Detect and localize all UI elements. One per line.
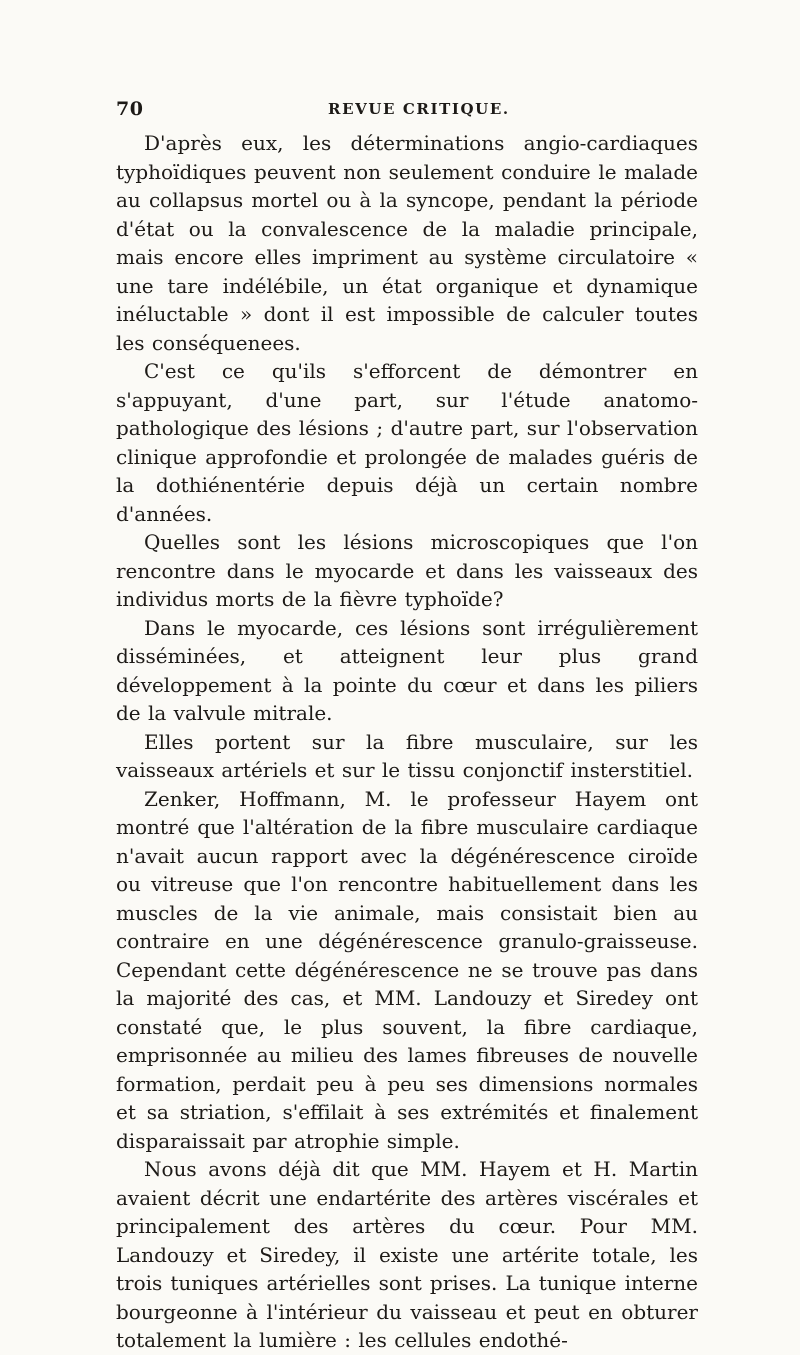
running-title: REVUE CRITIQUE. [328,100,510,118]
paragraph: Zenker, Hoffmann, M. le professeur Hayem ont montré que l'altération de la fibre musculaire cardiaque n'avait aucun rapport avec la dégénérescence ciroïde ou vitreuse que l'on rencontre habituellement dans les muscles de la vie animale, mais consistait bien au contraire en une dégénérescence granulo-graisseuse. Cependant cette dégénérescence ne se trouve pas dans la majorité des cas, et MM. Landouzy et Siredey ont constaté que, le plus souvent, la fibre cardiaque, emprisonnée au milieu des lames fibreuses de nouvelle formation, perdait peu à peu ses dimensions normales et sa striation, s'effilait à ses extrémités et finalement disparaissait par atrophie simple. [116,786,698,1153]
paragraph: Elles portent sur la fibre musculaire, sur les vaisseaux artériels et sur le tissu conjonctif insterstitiel. [116,729,698,782]
paragraph: C'est ce qu'ils s'efforcent de démontrer en s'appuyant, d'une part, sur l'étude anatomo-pathologique des lésions ; d'autre part, sur l'observation clinique approfondie et prolongée de malades guéris de la dothiénentérie depuis déjà un certain nombre d'années. [116,359,698,526]
paragraph: Quelles sont les lésions microscopiques que l'on rencontre dans le myocarde et dans les vaisseaux des individus morts de la fièvre typhoïde? [116,530,698,611]
page-body [116,129,698,1355]
paragraph: Dans le myocarde, ces lésions sont irrégulièrement disséminées, et atteignent leur plus grand développement à la pointe du cœur et dans les piliers de la valvule mitrale. [116,615,698,725]
paragraph: Nous avons déjà dit que MM. Hayem et H. Martin avaient décrit une endartérite des artères viscérales et principalement des artères du cœur. Pour MM. Landouzy et Siredey, il existe une artérite totale, les trois tuniques artérielles sont prises. La tunique interne bourgeonne à l'intérieur du vaisseau et peut en obturer totalement la lumière : les cellules endothé- [116,1157,698,1352]
page-number: 70 [116,98,144,120]
paragraph: D'après eux, les déterminations angio-cardiaques typhoïdiques peuvent non seulement conduire le malade au collapsus mortel ou à la syncope, pendant la période d'état ou la convalescence de la maladie principale, mais encore elles impriment au système circulatoire « une tare indélébile, un état organique et dynamique inéluctable » dont il est impossible de calculer toutes les conséquenees. [116,131,698,355]
page-header [116,98,698,122]
